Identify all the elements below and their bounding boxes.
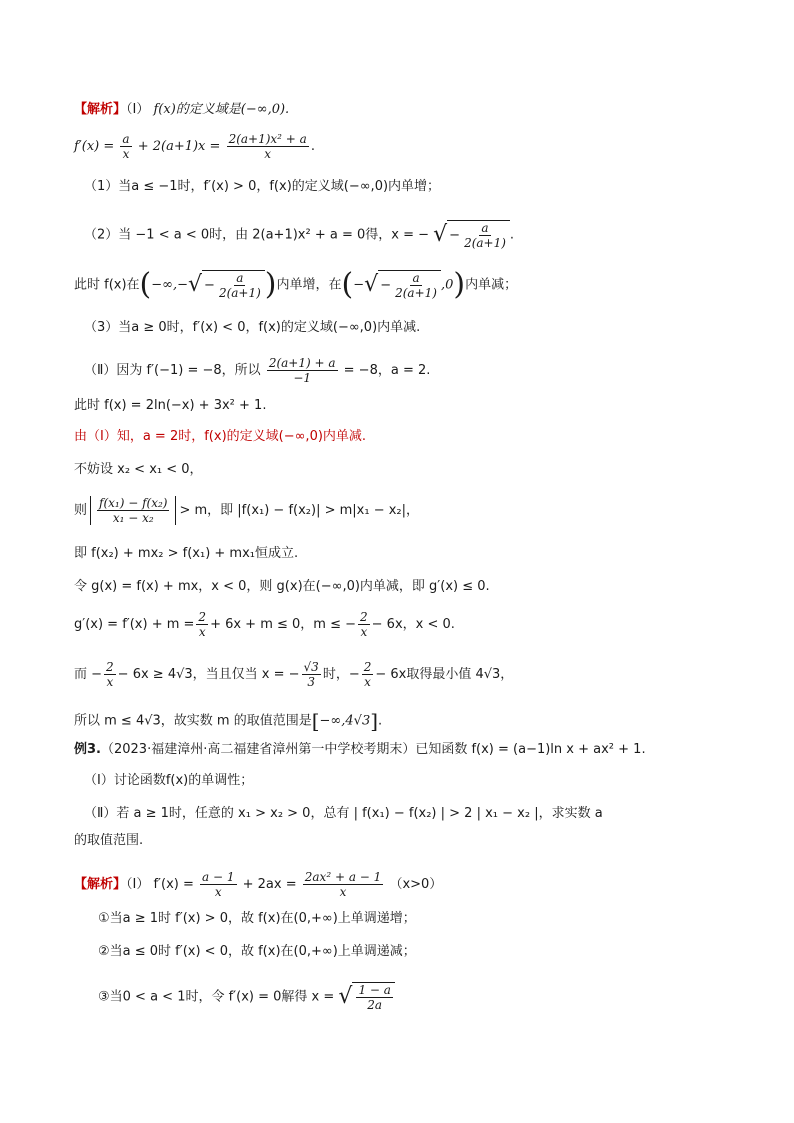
solution-3-case-3: ③当0 < a < 1时，令 f′(x) = 0解得 x = √ $\frac{1 - a}{2a}$ — [98, 982, 395, 1012]
g-derivative-line: g′(x) = f′(x) + m = $\frac{2}{x}$ + 6x + m ≤ 0，m ≤ − $\frac{2}{x}$ − 6x，x < 0. — [74, 610, 455, 639]
example-3-q2: （Ⅱ）若 a ≥ 1时，任意的 x₁ > x₂ > 0，总有 | f(x₁) − f(x₂) | > 2 | x₁ − x₂ |，求实数 a — [84, 806, 603, 821]
case-2-result: 此时 f(x)在(−∞,− √ − $\frac{a}{2(a+1)}$ )内单增，在(− √ − $\frac{a}{2(a+1)}$ ,0)内单减； — [74, 267, 518, 302]
part-one-label: （Ⅰ） — [126, 102, 150, 117]
example-3-title: 例3.（2023·福建漳州·高二福建省漳州第一中学校考期末）已知函数 f(x) = (a−1)ln x + ax² + 1. — [74, 742, 646, 757]
solution-3-case-2: ②当a ≤ 0时 f′(x) < 0，故 f(x)在(0,+∞)上单调递减； — [98, 944, 416, 959]
conclusion-line: 所以 m ≤ 4√3，故实数 m 的取值范围是[−∞,4√3]. — [74, 709, 383, 733]
let-line: 令 g(x) = f(x) + mx，x < 0，则 g(x)在(−∞,0)内单减，即 g′(x) ≤ 0. — [74, 579, 490, 594]
assume-line: 不妨设 x₂ < x₁ < 0， — [74, 462, 203, 477]
function-line: 此时 f(x) = 2ln(−x) + 3x² + 1. — [74, 398, 267, 413]
holds-line: 即 f(x₂) + mx₂ > f(x₁) + mx₁恒成立. — [74, 546, 299, 561]
example-3-q1: （Ⅰ）讨论函数f(x)的单调性； — [84, 773, 254, 788]
fraction: $\frac{\text{2(a+1)x² + a}}{x}$ — [228, 132, 307, 161]
fraction: $\frac{a}{x}$ — [122, 132, 130, 161]
analysis-tag: 【解析】 — [74, 102, 127, 117]
part-two-line: （Ⅱ）因为 f′(−1) = −8，所以 $\frac{2(a+1) + a}{-1}$ = −8，a = 2. — [84, 356, 431, 385]
domain-statement: f(x)的定义域是(−∞,0). — [153, 102, 290, 117]
sqrt: √ − $\frac{a}{2(a+1)}$ — [433, 220, 510, 250]
solution-3-line: 【解析】（Ⅰ） f′(x) = $\frac{a - 1}{x}$ + 2ax = $\frac{\text{2ax² + a − 1}}{x}$ （x>0） — [74, 870, 443, 899]
derivative-line: f′(x) = $\frac{a}{x}$ + 2(a+1)x = $\frac{\text{2(a+1)x² + a}}{x}$ . — [74, 132, 315, 161]
solution-line-1 — [74, 101, 289, 119]
case-1: （1）当a ≤ −1时，f′(x) > 0，f(x)的定义域(−∞,0)内单增； — [84, 179, 441, 194]
inequality-line: 则 $\frac{\text{f(x₁) − f(x₂)}}{\text{x₁ − x₂}}$ > m，即 |f(x₁) − f(x₂)| > m|x₁ − x₂|， — [74, 496, 420, 525]
case-2: （2）当 −1 < a < 0时，由 2(a+1)x² + a = 0得，x = − √ − $\frac{a}{2(a+1)}$ . — [84, 221, 515, 250]
case-3: （3）当a ≥ 0时，f′(x) < 0，f(x)的定义域(−∞,0)内单减. — [84, 320, 421, 335]
known-line: 由（Ⅰ）知，a = 2时，f(x)的定义域(−∞,0)内单减. — [74, 429, 367, 444]
minimum-line: 而 − $\frac{2}{x}$ − 6x ≥ 4√3，当且仅当 x = − $\frac{√3}{3}$ 时，− $\frac{2}{x}$ − 6x取得最小值 4√3， — [74, 660, 514, 689]
solution-3-case-1: ①当a ≥ 1时 f′(x) > 0，故 f(x)在(0,+∞)上单调递增； — [98, 911, 416, 926]
example-3-q2-cont: 的取值范围. — [74, 833, 144, 848]
